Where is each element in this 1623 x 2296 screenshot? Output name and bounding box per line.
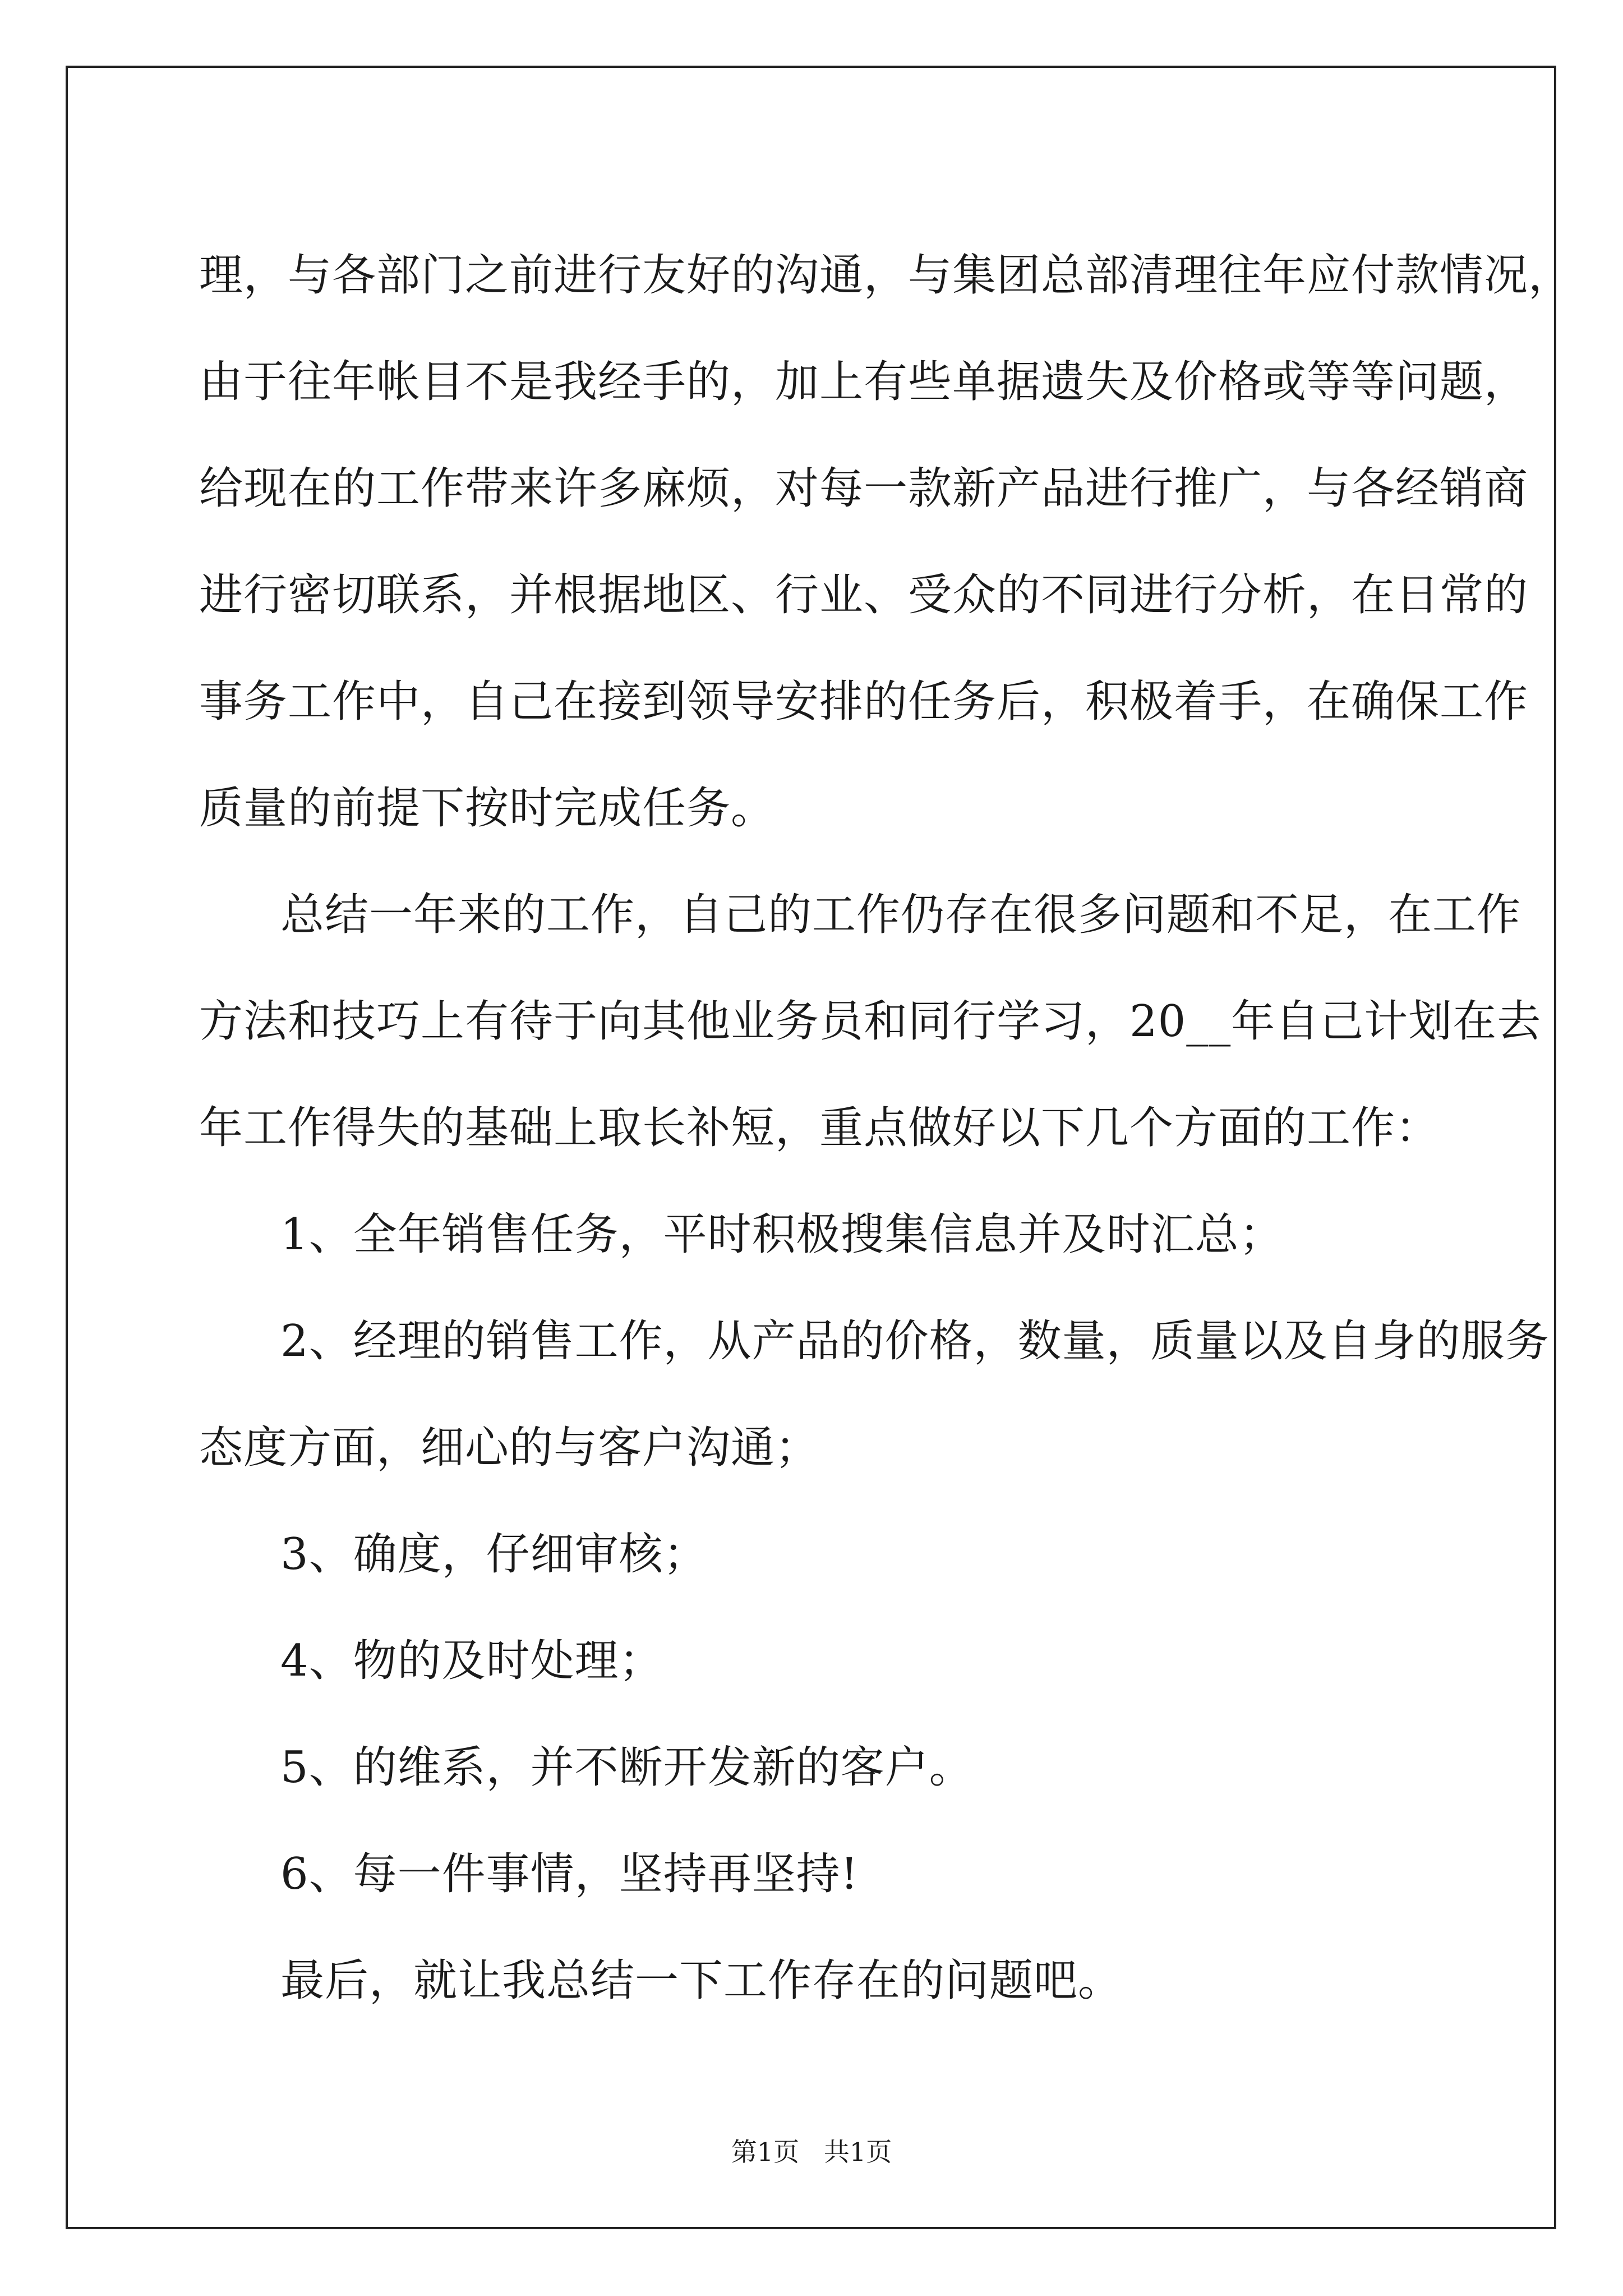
text-line: 给现在的工作带来许多麻烦，对每一款新产品进行推广，与各经销商 (199, 463, 1529, 514)
text-line: 事务工作中，自己在接到领导安排的任务后，积极着手，在确保工作 (199, 677, 1529, 727)
text-line: 由于往年帐目不是我经手的，加上有些单据遗失及价格或等等问题， (199, 357, 1529, 407)
text-line: 进行密切联系，并根据地区、行业、受众的不同进行分析，在日常的 (199, 570, 1529, 620)
page-footer: 第1页 共1页 (731, 2137, 892, 2167)
text-line: 质量的前提下按时完成任务。 (199, 783, 776, 834)
list-item-5: 5、的维系，并不断开发新的客户。 (280, 1742, 974, 1793)
text-line: 态度方面，细心的与客户沟通； (199, 1423, 820, 1473)
text-line: 理，与各部门之前进行友好的沟通，与集团总部清理往年应付款情况， (199, 250, 1573, 301)
list-item-2: 2、经理的销售工作，从产品的价格，数量，质量以及自身的服务 (280, 1316, 1550, 1366)
list-item-6: 6、每一件事情，坚持再坚持! (280, 1849, 859, 1899)
paragraph-start-line: 总结一年来的工作，自己的工作仍存在很多问题和不足，在工作 (280, 890, 1521, 940)
closing-line: 最后，就让我总结一下工作存在的问题吧。 (280, 1955, 1123, 2006)
text-line: 年工作得失的基础上取长补短，重点做好以下几个方面的工作： (199, 1103, 1440, 1153)
text-line: 方法和技巧上有待于向其他业务员和同行学习，20__年自己计划在去 (199, 996, 1542, 1047)
list-item-3: 3、确度，仔细审核； (280, 1529, 708, 1580)
document-body (199, 222, 1573, 2034)
list-item-1: 1、全年销售任务，平时积极搜集信息并及时汇总； (280, 1209, 1284, 1260)
list-item-4: 4、物的及时处理； (280, 1636, 663, 1686)
